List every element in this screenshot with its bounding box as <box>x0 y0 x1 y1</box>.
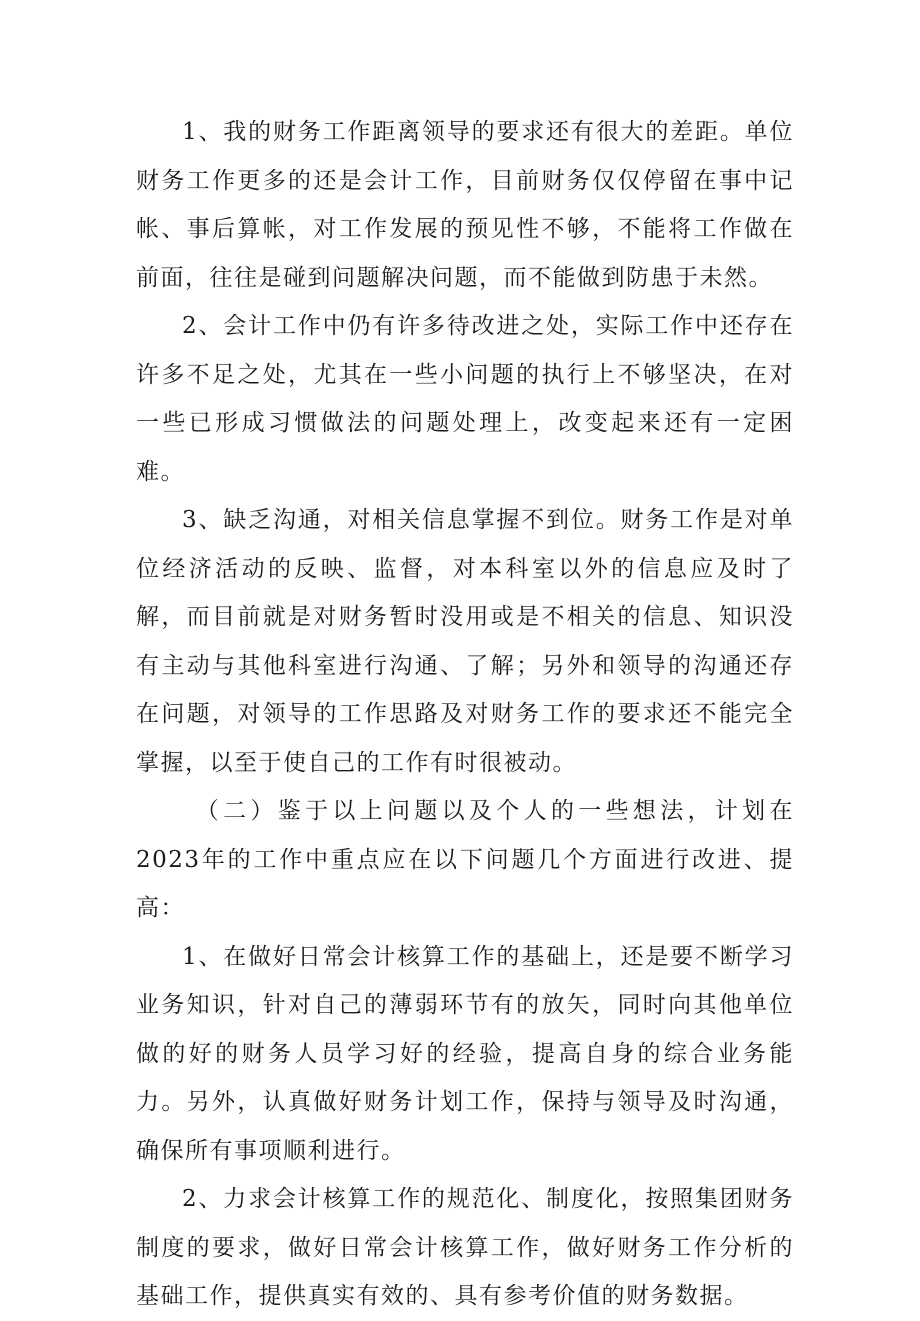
section-heading-improvement-plan: （二）鉴于以上问题以及个人的一些想法，计划在2023年的工作中重点应在以下问题几个方面进行改进、提高： <box>136 798 794 921</box>
paragraph-plan-2: 2、力求会计核算工作的规范化、制度化，按照集团财务制度的要求，做好日常会计核算工作，做好财务工作分析的基础工作，提供真实有效的、具有参考价值的财务数据。 <box>136 1186 794 1309</box>
paragraph-problem-2: 2、会计工作中仍有许多待改进之处，实际工作中还存在许多不足之处，尤其在一些小问题的执行上不够坚决，在对一些已形成习惯做法的问题处理上，改变起来还有一定困难。 <box>136 313 794 485</box>
document-body <box>136 108 794 1321</box>
paragraph-plan-1: 1、在做好日常会计核算工作的基础上，还是要不断学习业务知识，针对自己的薄弱环节有的放矢，同时向其他单位做的好的财务人员学习好的经验，提高自身的综合业务能力。另外，认真做好财务计划工作，保持与领导及时沟通，确保所有事项顺利进行。 <box>136 943 794 1164</box>
paragraph-problem-3: 3、缺乏沟通，对相关信息掌握不到位。财务工作是对单位经济活动的反映、监督，对本科室以外的信息应及时了解，而目前就是对财务暂时没用或是不相关的信息、知识没有主动与其他科室进行沟通、了解；另外和领导的沟通还存在问题，对领导的工作思路及对财务工作的要求还不能完全掌握，以至于使自己的工作有时很被动。 <box>136 507 794 776</box>
paragraph-problem-1: 1、我的财务工作距离领导的要求还有很大的差距。单位财务工作更多的还是会计工作，目前财务仅仅停留在事中记帐、事后算帐，对工作发展的预见性不够，不能将工作做在前面，往往是碰到问题解决问题，而不能做到防患于未然。 <box>136 119 794 291</box>
